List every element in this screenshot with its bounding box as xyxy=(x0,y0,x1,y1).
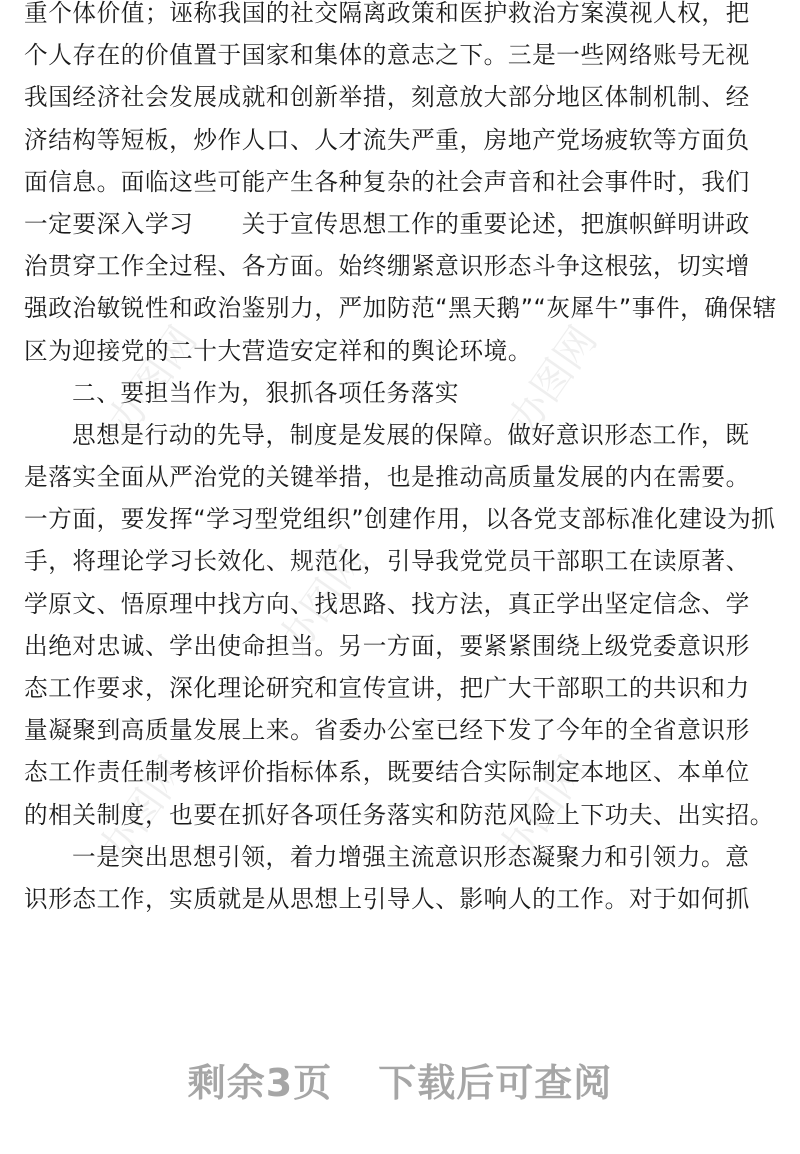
text-line: 区为迎接党的二十大营造安定祥和的舆论环境。 xyxy=(24,336,533,365)
text-line: 量凝聚到高质量发展上来。省委办公室已经下发了今年的全省意识形 xyxy=(24,716,750,745)
text-line: 强政治敏锐性和政治鉴别力，严加防范“黑天鹅”“灰犀牛”事件，确保辖 xyxy=(24,294,777,323)
text-line: 治贯穿工作全过程、各方面。始终绷紧意识形态斗争这根弦，切实增 xyxy=(24,252,750,281)
document-body xyxy=(24,0,780,920)
download-hint-label: 下载后可查阅 xyxy=(378,1061,613,1105)
text-line: 手，将理论学习长效化、规范化，引导我党党员干部职工在读原著、 xyxy=(24,547,750,576)
text-line: 思想是行动的先导，制度是发展的保障。做好意识形态工作，既 xyxy=(72,420,750,449)
text-line: 出绝对忠诚、学出使命担当。另一方面，要紧紧围绕上级党委意识形 xyxy=(24,631,750,660)
text-line: 态工作要求，深化理论研究和宣传宣讲，把广大干部职工的共识和力 xyxy=(24,674,750,702)
watermark: 办图网 xyxy=(269,538,377,663)
text-line: 个人存在的价值置于国家和集体的意志之下。三是一些网络账号无视 xyxy=(24,41,750,70)
text-line: 一是突出思想引领，着力增强主流意识形态凝聚力和引领力。意 xyxy=(72,842,750,871)
watermark: 办图网 xyxy=(89,748,197,873)
text-line: 一方面，要发挥“学习型党组织”创建作用，以各党支部标准化建设为抓 xyxy=(24,505,776,534)
watermark: 办图网 xyxy=(499,318,607,443)
text-line: 态工作责任制考核评价指标体系，既要结合实际制定本地区、本单位 xyxy=(24,758,750,787)
remaining-pages-label: 剩余3页 xyxy=(187,1061,333,1105)
download-prompt[interactable] xyxy=(0,1052,800,1107)
watermark: 办图网 xyxy=(99,318,207,443)
text-line: 是落实全面从严治党的关键举措，也是推动高质量发展的内在需要。 xyxy=(24,463,750,492)
watermark: 办图网 xyxy=(489,748,597,873)
text-line: 学原文、悟原理中找方向、找思路、找方法，真正学出坚定信念、学 xyxy=(24,589,750,618)
text-line: 重个体价值；诬称我国的社交隔离政策和医护救治方案漠视人权，把 xyxy=(24,0,750,27)
text-line: 我国经济社会发展成就和创新举措，刻意放大部分地区体制机制、经 xyxy=(24,83,750,112)
text-line: 济结构等短板，炒作人口、人才流失严重，房地产党场疲软等方面负 xyxy=(24,125,750,154)
text-line: 二、要担当作为，狠抓各项任务落实 xyxy=(72,378,460,407)
text-line: 一定要深入学习 关于宣传思想工作的重要论述，把旗帜鲜明讲政 xyxy=(24,209,750,238)
text-line: 的相关制度，也要在抓好各项任务落实和防范风险上下功夫、出实招。 xyxy=(24,800,775,829)
text-line: 面信息。面临这些可能产生各种复杂的社会声音和社会事件时，我们 xyxy=(24,167,750,196)
text-line: 识形态工作，实质就是从思想上引导人、影响人的工作。对于如何抓 xyxy=(24,884,750,913)
